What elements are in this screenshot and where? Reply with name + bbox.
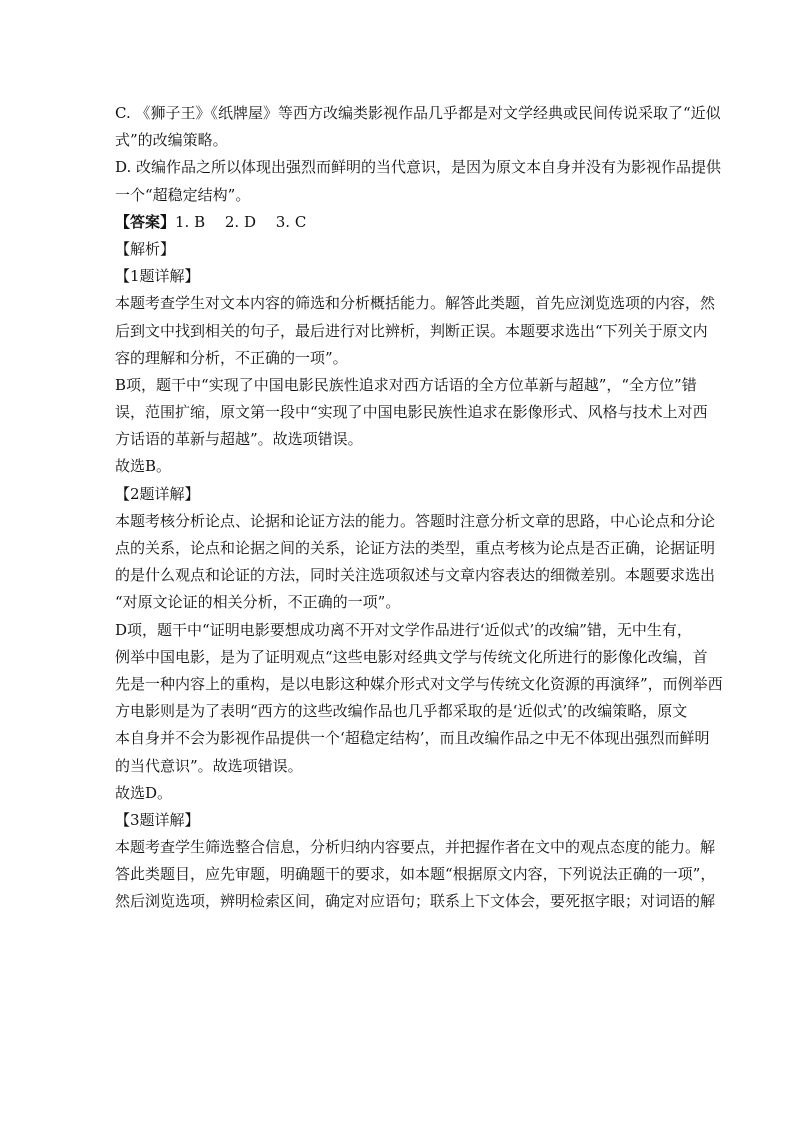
q2-line: 本题考核分析论点、论据和论证方法的能力。答题时注意分析文章的思路，中心论点和分论	[115, 511, 716, 530]
q1-line: 本题考查学生对文本内容的筛选和分析概括能力。解答此类题，首先应浏览选项的内容，然	[115, 294, 716, 313]
q2-line: 先是一种内容上的重构，是以电影这种媒介形式对文学与传统文化资源的再演绎”，而例举西	[115, 674, 723, 693]
q2-line: D项，题干中“证明电影要想成功离不开对文学作品进行‘近似式’的改编”错，无中生有，	[115, 620, 692, 639]
q2-line: 的是什么观点和论证的方法，同时关注选项叙述与文章内容表达的细微差别。本题要求选出	[115, 566, 716, 585]
q2-line: 本自身并不会为影视作品提供一个‘超稳定结构’，而且改编作品之中无不体现出强烈而鲜明	[115, 729, 710, 748]
q1-conclusion: 故选B。	[115, 457, 172, 476]
q1-heading: 【1题详解】	[115, 267, 200, 286]
option-d-line-1: D. 改编作品之所以体现出强烈而鲜明的当代意识，是因为原文本自身并没有为影视作品提供	[115, 158, 722, 177]
q1-line: 方话语的革新与超越”。故选项错误。	[115, 430, 363, 449]
document-body	[115, 100, 723, 916]
q2-line: 点的关系，论点和论据之间的关系，论证方法的类型，重点考核为论点是否正确，论据证明	[115, 539, 716, 557]
q3-heading: 【3题详解】	[115, 810, 200, 829]
q2-line: 方电影则是为了表明“西方的这些改编作品也几乎都采取的是‘近似式’的改编策略，原文	[115, 702, 688, 721]
q2-line: 例举中国电影，是为了证明观点“这些电影对经典文学与传统文化所进行的影像化改编，首	[115, 647, 708, 666]
analysis-heading: 【解析】	[115, 239, 176, 258]
option-c-line-2: 式”的改编策略。	[115, 131, 228, 150]
q3-line: 然后浏览选项，辨明检索区间，确定对应语句；联系上下文体会，要死抠字眼；对词语的解	[115, 892, 716, 911]
answer-text: 1. B 2. D 3. C	[175, 212, 307, 231]
q3-line: 答此类题目，应先审题，明确题干的要求，如本题“根据原文内容，下列说法正确的一项”，	[115, 865, 716, 884]
answer-tag: 【答案】	[115, 212, 176, 231]
q1-line: B项，题干中“实现了中国电影民族性追求对西方话语的全方位革新与超越”，“全方位”错	[115, 375, 697, 394]
q1-line: 误，范围扩缩，原文第一段中“实现了中国电影民族性追求在影像形式、风格与技术上对西	[115, 403, 708, 422]
answer-line	[115, 209, 685, 236]
q2-line: 的当代意识”。故选项错误。	[115, 756, 303, 775]
q1-line: 容的理解和分析，不正确的一项”。	[115, 348, 348, 367]
q1-line: 后到文中找到相关的句子，最后进行对比辨析，判断正误。本题要求选出“下列关于原文内	[115, 321, 708, 340]
option-c-line-1: C. 《狮子王》《纸牌屋》等西方改编类影视作品几乎都是对文学经典或民间传说采取了“近似	[115, 104, 721, 122]
q3-line: 本题考查学生筛选整合信息，分析归纳内容要点，并把握作者在文中的观点态度的能力。解	[115, 838, 716, 857]
q2-conclusion: 故选D。	[115, 783, 173, 802]
option-d-line-2: 一个“超稳定结构”。	[115, 185, 251, 204]
q2-line: “对原文论证的相关分析，不正确的一项”。	[115, 593, 401, 612]
q2-heading: 【2题详解】	[115, 484, 200, 503]
